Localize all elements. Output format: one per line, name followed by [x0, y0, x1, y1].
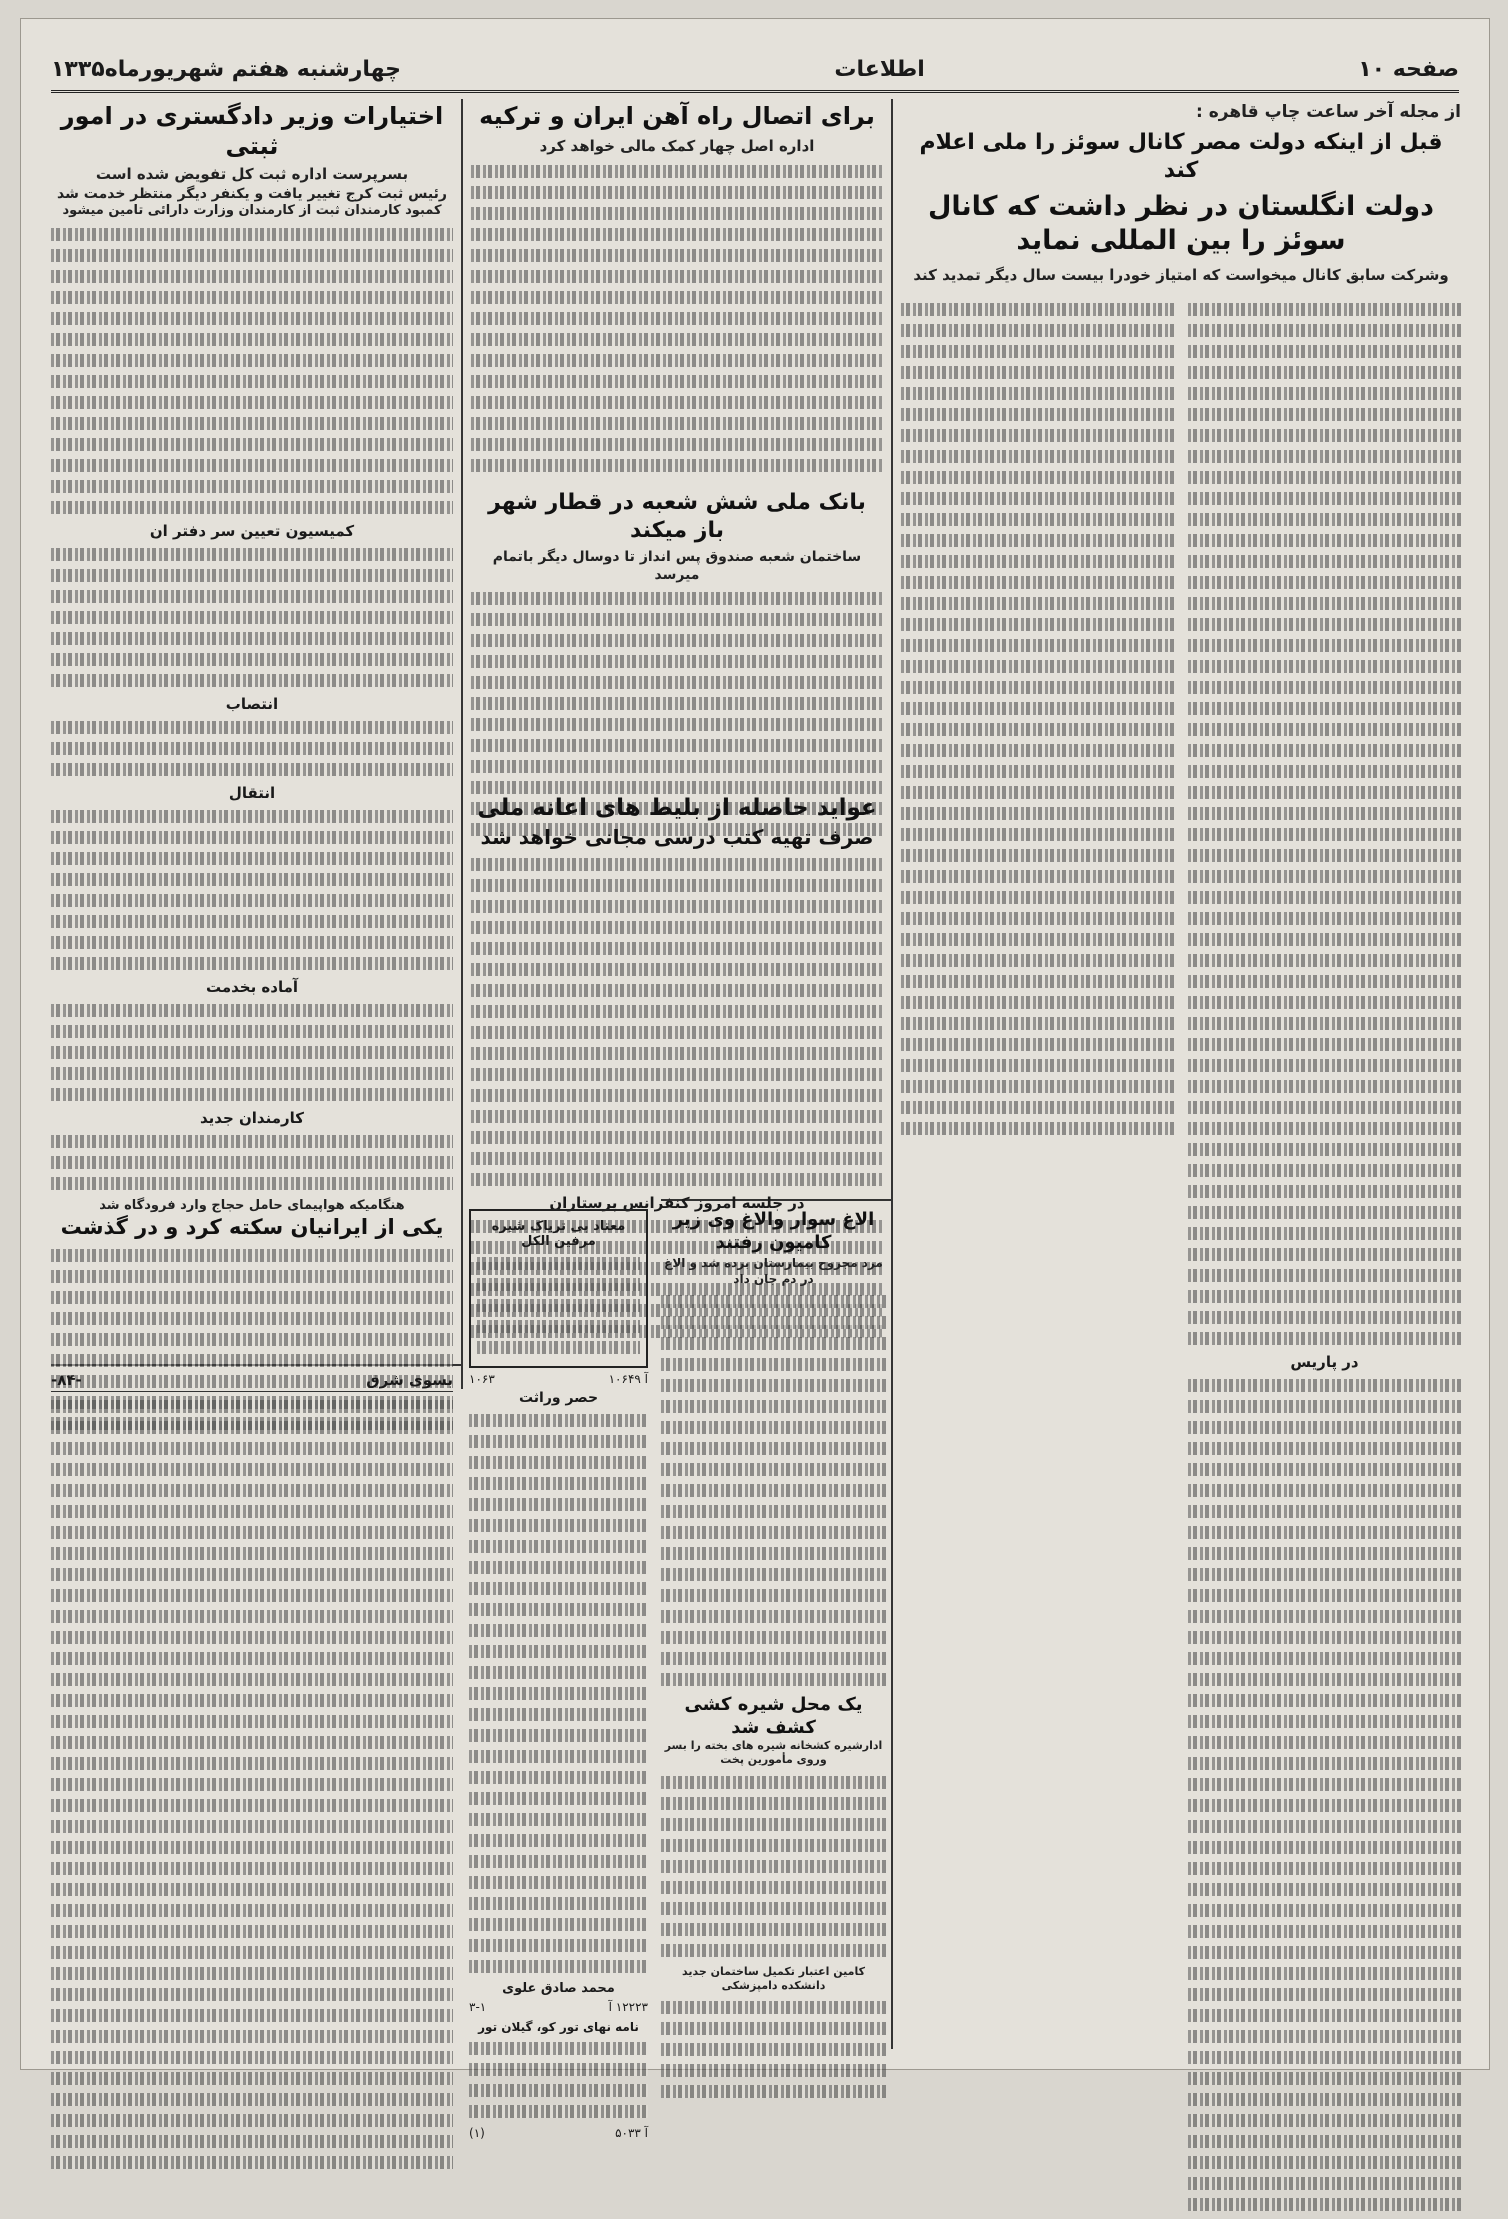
article-subhead: کامین اعتبار تکمیل ساختمان جدید دانشکده دامپزشکی [681, 1964, 865, 1993]
serial-body [51, 1400, 453, 2169]
serial-story [51, 1371, 453, 2051]
ad-number: (۱) [469, 2126, 485, 2140]
ad-number: آ ۱۰۶۴۹ [608, 1372, 648, 1386]
article-headline: الاغ سوار والاغ وی زیر کامیون رفتند [672, 1209, 875, 1253]
article-body [51, 1004, 453, 1101]
column-rule [891, 99, 893, 2049]
article-body [471, 165, 883, 472]
ads-column [461, 1209, 656, 2140]
article-body [661, 2001, 886, 2098]
article-subhead: وشرکت سابق کانال میخواست که امتیاز خودرا بیست سال دیگر تمدید کند [913, 265, 1449, 284]
section-heading: کارمندان جدید [199, 1108, 304, 1127]
newspaper-page [20, 18, 1490, 2140]
article-subhead: کمبود کارمندان ثبت از کارمندان وزارت دارائی تامین میشود [62, 202, 442, 218]
ad-title: نامه نهای تور کو، گیلان تور [478, 2020, 639, 2034]
announcement-body [469, 1414, 648, 1973]
article-body [471, 858, 883, 1186]
ad-box [469, 1209, 648, 1368]
ad-number: ۱۰۶۳ [469, 1372, 495, 1386]
article-headline: اختیارات وزیر دادگستری در امور ثبتی [60, 102, 444, 160]
article-headline: یک محل شیره کشی کشف شد [684, 1694, 863, 1738]
article-body [661, 1776, 886, 1957]
ad-body [469, 2042, 648, 2118]
signature: محمد صادق علوی [502, 1981, 615, 1996]
paper-name: اطلاعات [834, 57, 925, 82]
section-heading: انتصاب [225, 694, 279, 713]
ad-number: آ ۵۰۳۳ [615, 2126, 648, 2140]
article-headline: یکی از ایرانیان سکته کرد و در گذشت [60, 1215, 444, 1240]
article-body [51, 721, 453, 776]
article-headline: قبل از اینکه دولت مصر کانال سوئز را ملی اعلام کند [919, 130, 1443, 183]
article-body [51, 1135, 453, 1190]
article-subhead: بسرپرست اداره ثبت کل تفویض شده است [95, 165, 409, 183]
ad-number: ۱۲۲۲۳ آ [608, 2000, 648, 2014]
article-subhead: هنگامیکه هواپیمای حامل حجاج وارد فرودگاه شد [99, 1197, 405, 1213]
article-suez-canal [901, 101, 1461, 2051]
article-headline: برای اتصال راه آهن ایران و ترکیه [479, 102, 875, 130]
article-headline: دولت انگلستان در نظر داشت که کانال سوئز را بین المللی نماید [927, 191, 1435, 256]
section-heading: کمیسیون تعیین سر دفتر ان [149, 521, 355, 540]
article-body [51, 548, 453, 687]
section-heading: انتقال [228, 783, 276, 802]
page-number: صفحه ۱۰ [1358, 57, 1459, 82]
article-subhead: اداره اصل چهار کمک مالی خواهد کرد [539, 137, 815, 155]
article-registry [51, 101, 453, 1356]
serial-number: -۸۴- [51, 1371, 82, 1389]
article-body [51, 810, 453, 970]
article-body-column [901, 295, 1174, 2219]
article-subhead: مرد مجروح بیمارستان برده شد و الاغ در دم جان داد [664, 1256, 883, 1286]
article-headline: بانک ملی شش شعبه در قطار شهر باز میکند [488, 490, 866, 543]
section-heading: آماده بخدمت [205, 977, 299, 996]
announcement-title: حصر وراثت [518, 1390, 599, 1406]
ad-body [477, 1257, 640, 1354]
article-bank [471, 489, 883, 789]
masthead [51, 49, 1459, 93]
article-body [51, 228, 453, 514]
serial-title: بسوی شرق [366, 1371, 453, 1389]
article-subhead: ادارشیره کشخانه شیره های بخته را بسر وروی مأمورین پخت [664, 1739, 883, 1767]
article-body-column [1188, 295, 1461, 2219]
article-body [661, 1295, 886, 1686]
article-subhead: رئیس ثبت کرج تغییر یافت و یکنفر دیگر منتظر خدمت شد [57, 185, 447, 202]
article-subhead: ساختمان شعبه صندوق پس انداز تا دوسال دیگر باتمام میرسد [492, 549, 862, 584]
column-rule [461, 99, 463, 1389]
article-donkey [661, 1209, 886, 2049]
section-heading: در جلسه امروز کنفرانس پرستاران [549, 1193, 805, 1212]
article-kicker: از مجله آخر ساعت چاپ قاهره : [1196, 102, 1461, 122]
article-headline: صرف تهیه کتب درسی مجانی خواهد شد [480, 824, 874, 849]
article-headline: عواید حاصله از بلیط های اعانه ملی [477, 795, 877, 821]
article-railway [471, 101, 883, 481]
ad-number: ۳-۱ [469, 2000, 487, 2014]
issue-date: چهارشنبه هفتم شهریورماه۱۳۳۵ [51, 57, 402, 82]
ad-title: معتاد بی تریاک شیره مرفین الکل [491, 1219, 626, 1249]
section-heading: در پاریس [1290, 1353, 1359, 1372]
